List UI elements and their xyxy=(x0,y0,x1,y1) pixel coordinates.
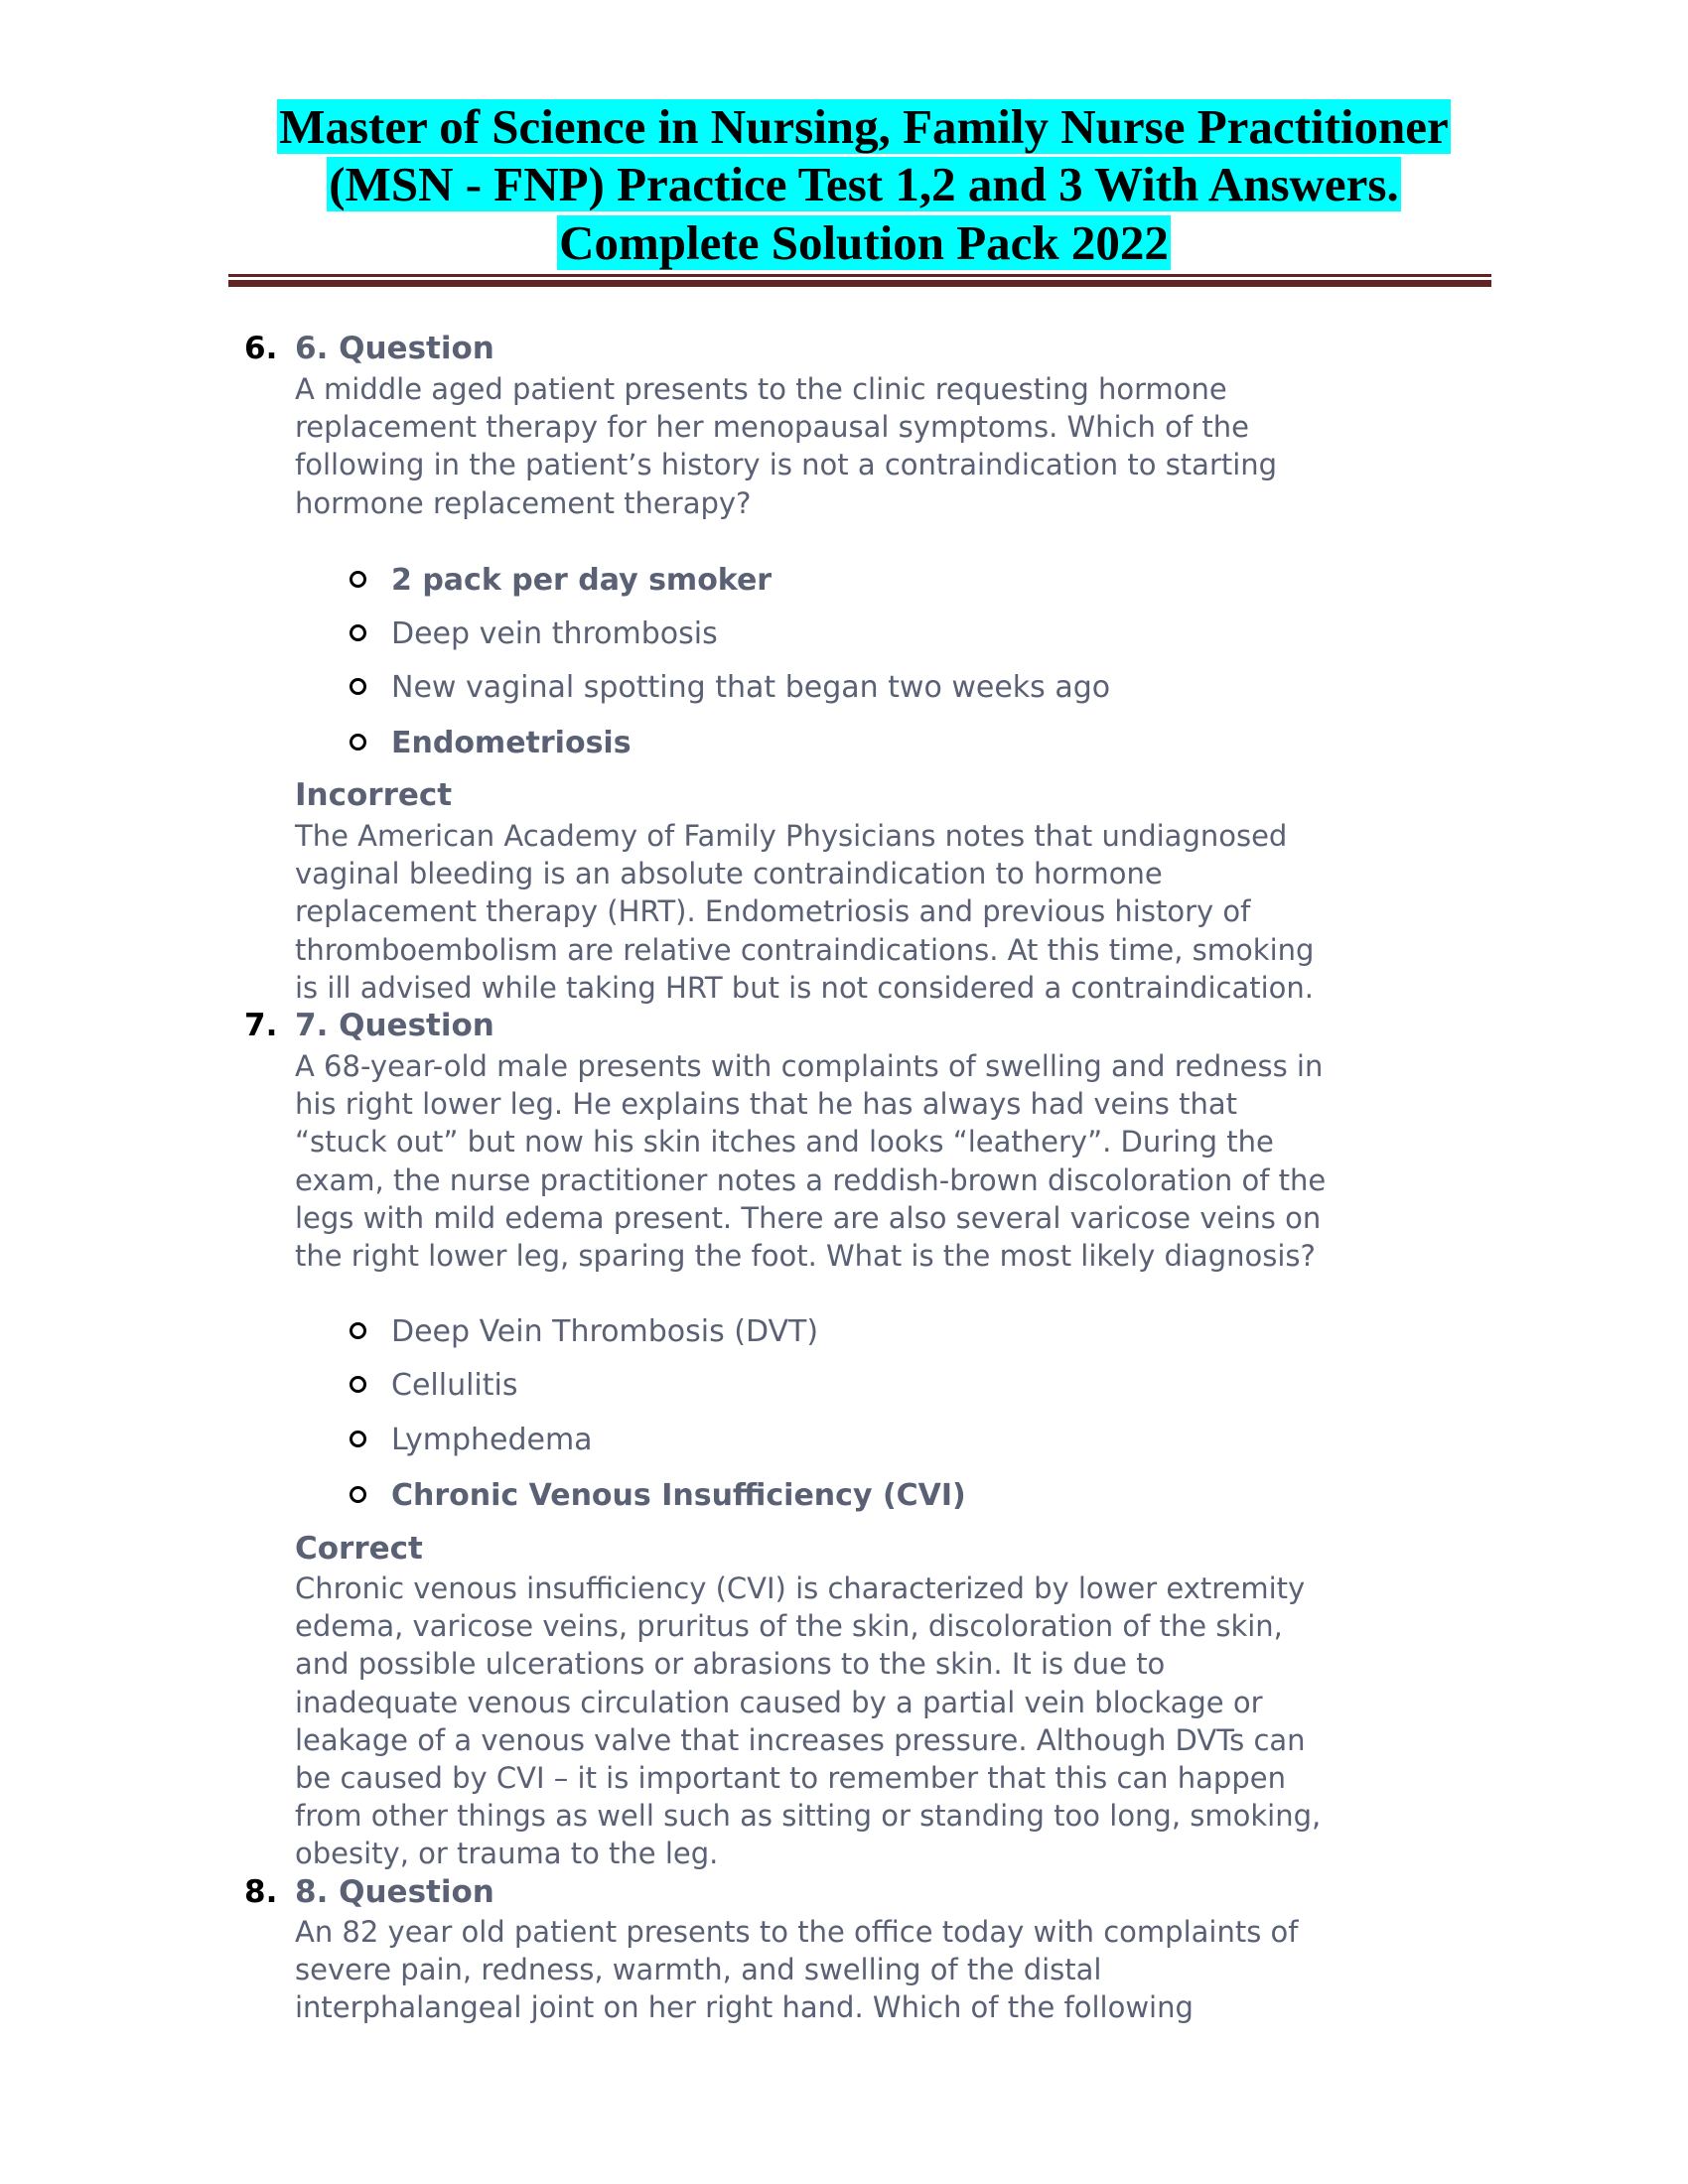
text-line: vaginal bleeding is an absolute contraindication to hormone xyxy=(295,857,1163,891)
answer-option[interactable] xyxy=(350,1367,518,1405)
text-line: following in the patient’s history is not a contraindication to starting xyxy=(295,448,1278,482)
text-line: A 68-year-old male presents with complaints of swelling and redness in xyxy=(295,1049,1324,1083)
question-number: 8. xyxy=(244,1874,278,1910)
question-number: 6. xyxy=(244,331,278,366)
text-line: from other things as well such as sitting or standing too long, smoking, xyxy=(295,1799,1322,1834)
text-line: his right lower leg. He explains that he has always had veins that xyxy=(295,1087,1237,1122)
option-label: New vaginal spotting that began two weeks ago xyxy=(391,670,1111,705)
option-label: Lymphedema xyxy=(391,1423,593,1457)
answer-option[interactable] xyxy=(350,615,718,653)
answer-option[interactable] xyxy=(350,669,1110,707)
bullet-circle-icon xyxy=(350,1322,366,1339)
explanation-text xyxy=(295,817,1314,1007)
title-line: Master of Science in Nursing, Family Nurse Practitioner xyxy=(279,99,1449,154)
result-label: Correct xyxy=(295,1531,423,1567)
text-line: inadequate venous circulation caused by a partial vein blockage or xyxy=(295,1685,1263,1719)
option-label: Deep Vein Thrombosis (DVT) xyxy=(391,1314,819,1349)
option-label: Chronic Venous Insufficiency (CVI) xyxy=(391,1478,966,1513)
bullet-circle-icon xyxy=(350,571,366,588)
text-line: replacement therapy (HRT). Endometriosis and previous history of xyxy=(295,894,1251,929)
bullet-circle-icon xyxy=(350,1376,366,1393)
text-line: A middle aged patient presents to the clinic requesting hormone xyxy=(295,372,1227,406)
text-line: is ill advised while taking HRT but is not considered a contraindication. xyxy=(295,970,1315,1005)
question-heading: 6. Question xyxy=(295,331,494,366)
title-line: (MSN - FNP) Practice Test 1,2 and 3 With Answers. xyxy=(329,157,1399,211)
text-line: legs with mild edema present. There are also several varicose veins on xyxy=(295,1200,1322,1235)
question-heading: 8. Question xyxy=(295,1874,494,1910)
explanation-text xyxy=(295,1570,1321,1873)
header-divider-thick xyxy=(228,280,1491,287)
text-line: exam, the nurse practitioner notes a reddish-brown discoloration of the xyxy=(295,1162,1327,1197)
text-line: leakage of a venous valve that increases pressure. Although DVTs can xyxy=(295,1722,1306,1757)
bullet-circle-icon xyxy=(350,624,366,641)
text-line: replacement therapy for her menopausal symptoms. Which of the xyxy=(295,410,1249,445)
question-text xyxy=(295,1047,1326,1275)
bullet-circle-icon xyxy=(350,1486,366,1503)
text-line: and possible ulcerations or abrasions to the skin. It is due to xyxy=(295,1647,1166,1682)
text-line: hormone replacement therapy? xyxy=(295,485,752,520)
option-label: Cellulitis xyxy=(391,1368,518,1403)
question-text xyxy=(295,370,1277,522)
text-line: edema, varicose veins, pruritus of the skin, discoloration of the skin, xyxy=(295,1609,1283,1644)
text-line: thromboembolism are relative contraindications. At this time, smoking xyxy=(295,932,1315,967)
text-line: Chronic venous insufficiency (CVI) is characterized by lower extremity xyxy=(295,1571,1306,1605)
text-line: be caused by CVI – it is important to remember that this can happen xyxy=(295,1761,1286,1796)
option-label: Deep vein thrombosis xyxy=(391,616,718,651)
title-line: Complete Solution Pack 2022 xyxy=(559,215,1169,270)
option-label: 2 pack per day smoker xyxy=(391,563,773,598)
text-line: “stuck out” but now his skin itches and looks “leathery”. During the xyxy=(295,1125,1274,1160)
bullet-circle-icon xyxy=(350,678,366,695)
text-line: obesity, or trauma to the leg. xyxy=(295,1837,719,1871)
option-label: Endometriosis xyxy=(391,726,632,760)
answer-option[interactable] xyxy=(350,562,772,600)
bullet-circle-icon xyxy=(350,1431,366,1447)
text-line: severe pain, redness, warmth, and swelling of the distal xyxy=(295,1953,1102,1987)
text-line: An 82 year old patient presents to the office today with complaints of xyxy=(295,1915,1299,1949)
header-divider xyxy=(228,274,1491,277)
question-text xyxy=(295,1913,1298,2027)
text-line: the right lower leg, sparing the foot. What is the most likely diagnosis? xyxy=(295,1239,1316,1274)
result-label: Incorrect xyxy=(295,777,453,813)
answer-option[interactable] xyxy=(350,1477,966,1515)
bullet-circle-icon xyxy=(350,734,366,751)
answer-option[interactable] xyxy=(350,725,632,762)
text-line: The American Academy of Family Physicians notes that undiagnosed xyxy=(295,819,1288,853)
question-heading: 7. Question xyxy=(295,1008,494,1043)
text-line: interphalangeal joint on her right hand. Which of the following xyxy=(295,1990,1194,2025)
answer-option[interactable] xyxy=(350,1422,593,1459)
question-number: 7. xyxy=(244,1008,278,1043)
answer-option[interactable] xyxy=(350,1313,818,1351)
